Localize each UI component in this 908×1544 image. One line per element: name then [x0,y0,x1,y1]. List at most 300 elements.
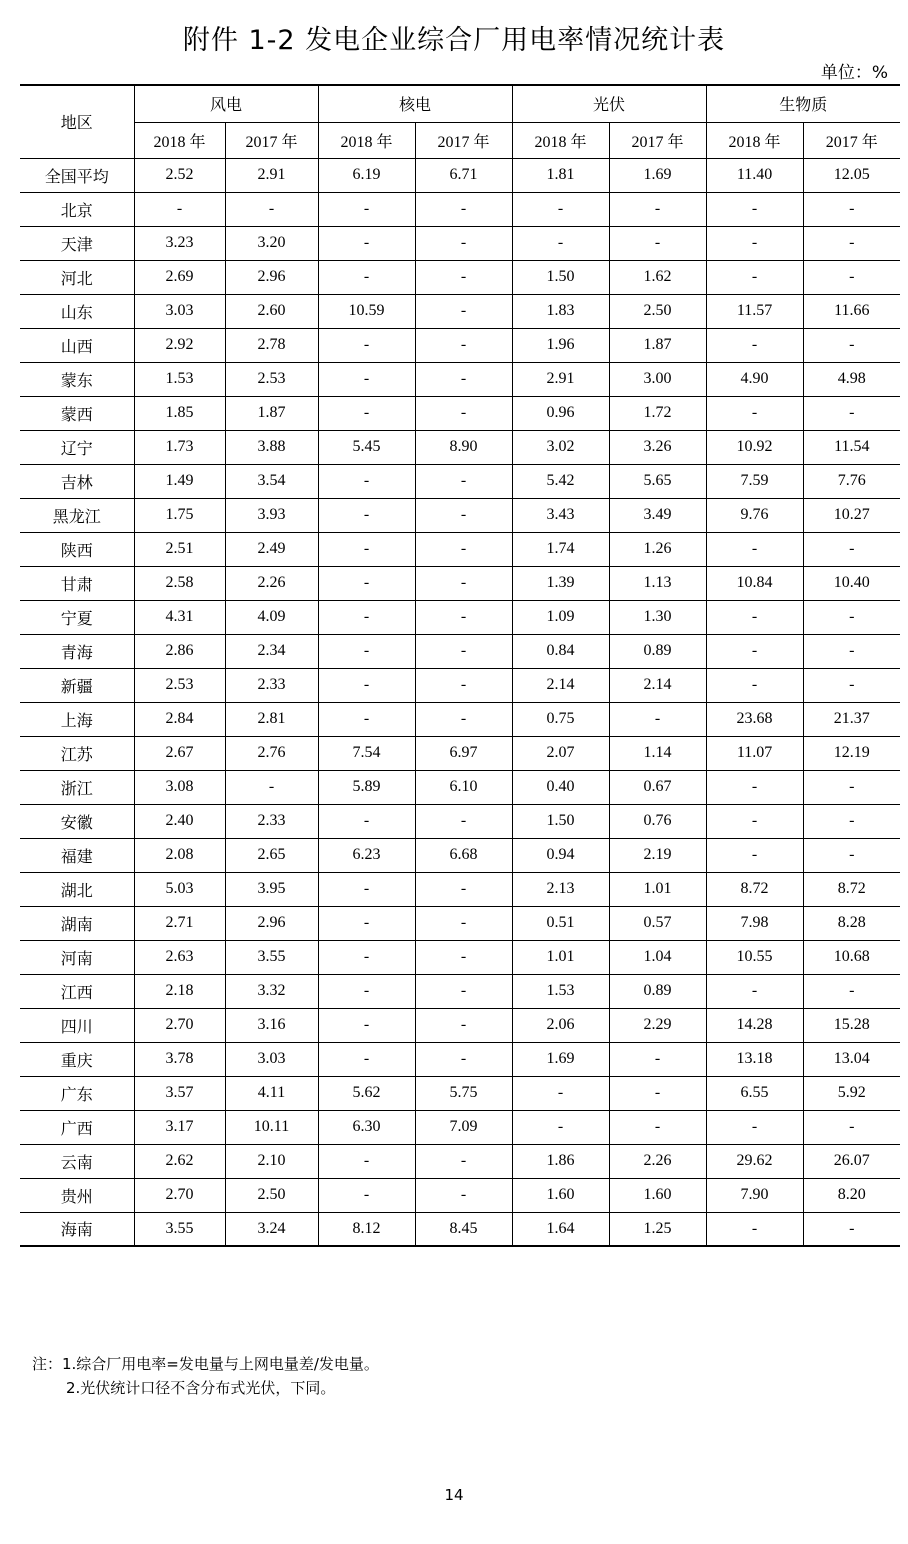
region-cell: 上海 [20,702,134,736]
table-row [20,566,900,600]
value-cell: 9.76 [706,498,803,532]
table-row [20,804,900,838]
value-cell: 2.81 [225,702,318,736]
value-cell: 0.57 [609,906,706,940]
header-year: 2017 年 [609,122,706,158]
region-cell: 陕西 [20,532,134,566]
table-row [20,1212,900,1246]
table-row [20,1178,900,1212]
value-cell: - [318,634,415,668]
value-cell: - [415,396,512,430]
value-cell: - [318,804,415,838]
value-cell: - [803,396,900,430]
value-cell: 3.00 [609,362,706,396]
value-cell: 4.09 [225,600,318,634]
value-cell: 2.96 [225,906,318,940]
table-row [20,158,900,192]
value-cell: 10.68 [803,940,900,974]
value-cell: 2.40 [134,804,225,838]
value-cell: 3.93 [225,498,318,532]
value-cell: - [318,498,415,532]
region-cell: 宁夏 [20,600,134,634]
value-cell: 4.11 [225,1076,318,1110]
header-year: 2018 年 [512,122,609,158]
value-cell: 3.02 [512,430,609,464]
value-cell: - [803,260,900,294]
value-cell: 1.64 [512,1212,609,1246]
table-row [20,634,900,668]
region-cell: 青海 [20,634,134,668]
value-cell: 3.95 [225,872,318,906]
region-cell: 广西 [20,1110,134,1144]
value-cell: - [415,260,512,294]
value-cell: 0.51 [512,906,609,940]
value-cell: - [512,226,609,260]
value-cell: 3.55 [225,940,318,974]
value-cell: - [318,1008,415,1042]
value-cell: 2.13 [512,872,609,906]
value-cell: 2.06 [512,1008,609,1042]
value-cell: - [803,1212,900,1246]
value-cell: - [512,1110,609,1144]
header-group-wind: 风电 [134,85,318,122]
value-cell: - [706,396,803,430]
value-cell: 11.57 [706,294,803,328]
value-cell: 3.32 [225,974,318,1008]
value-cell: - [415,464,512,498]
value-cell: 13.04 [803,1042,900,1076]
region-cell: 河北 [20,260,134,294]
value-cell: 7.90 [706,1178,803,1212]
value-cell: 29.62 [706,1144,803,1178]
value-cell: - [415,192,512,226]
table-row [20,532,900,566]
value-cell: - [225,770,318,804]
value-cell: 10.55 [706,940,803,974]
value-cell: 3.88 [225,430,318,464]
value-cell: 1.72 [609,396,706,430]
table-row [20,498,900,532]
value-cell: 2.76 [225,736,318,770]
value-cell: - [706,634,803,668]
page-number: 14 [444,1486,464,1504]
value-cell: 2.29 [609,1008,706,1042]
value-cell: 1.26 [609,532,706,566]
value-cell: - [415,498,512,532]
value-cell: 10.84 [706,566,803,600]
table-row [20,770,900,804]
value-cell: - [415,634,512,668]
value-cell: - [706,532,803,566]
value-cell: 0.89 [609,974,706,1008]
value-cell: - [318,362,415,396]
value-cell: 2.14 [512,668,609,702]
value-cell: 2.19 [609,838,706,872]
value-cell: 0.76 [609,804,706,838]
value-cell: 3.03 [225,1042,318,1076]
value-cell: 10.92 [706,430,803,464]
value-cell: 0.84 [512,634,609,668]
value-cell: 23.68 [706,702,803,736]
value-cell: - [415,1144,512,1178]
region-cell: 浙江 [20,770,134,804]
value-cell: 8.12 [318,1212,415,1246]
table-row [20,974,900,1008]
value-cell: 6.97 [415,736,512,770]
table-row [20,872,900,906]
value-cell: 10.11 [225,1110,318,1144]
value-cell: - [415,906,512,940]
unit-label: 单位：% [820,63,888,83]
value-cell: 4.31 [134,600,225,634]
value-cell: 10.40 [803,566,900,600]
region-cell: 云南 [20,1144,134,1178]
value-cell: 1.81 [512,158,609,192]
table-row [20,430,900,464]
table-row [20,1110,900,1144]
value-cell: - [318,1144,415,1178]
value-cell: - [415,566,512,600]
value-cell: 2.70 [134,1008,225,1042]
value-cell: - [415,226,512,260]
value-cell: - [318,464,415,498]
value-cell: 2.62 [134,1144,225,1178]
value-cell: 8.72 [803,872,900,906]
region-cell: 湖北 [20,872,134,906]
value-cell: 2.91 [512,362,609,396]
region-cell: 贵州 [20,1178,134,1212]
region-cell: 蒙西 [20,396,134,430]
value-cell: 0.96 [512,396,609,430]
value-cell: 2.49 [225,532,318,566]
table-row [20,396,900,430]
value-cell: 5.92 [803,1076,900,1110]
value-cell: - [318,906,415,940]
value-cell: - [318,872,415,906]
value-cell: 3.17 [134,1110,225,1144]
value-cell: - [609,702,706,736]
value-cell: 2.71 [134,906,225,940]
footnote-2: 2.光伏统计口径不含分布式光伏，下同。 [66,1379,336,1397]
value-cell: - [225,192,318,226]
header-year: 2018 年 [318,122,415,158]
header-year: 2017 年 [225,122,318,158]
table-row [20,294,900,328]
value-cell: 21.37 [803,702,900,736]
value-cell: 1.69 [512,1042,609,1076]
table-row [20,226,900,260]
value-cell: - [706,838,803,872]
value-cell: 2.08 [134,838,225,872]
table-row [20,1008,900,1042]
region-cell: 河南 [20,940,134,974]
region-cell: 黑龙江 [20,498,134,532]
value-cell: 1.83 [512,294,609,328]
value-cell: 2.18 [134,974,225,1008]
value-cell: 1.73 [134,430,225,464]
value-cell: 2.58 [134,566,225,600]
value-cell: 1.74 [512,532,609,566]
value-cell: - [318,396,415,430]
statistics-table [20,84,900,1247]
table-row [20,1076,900,1110]
value-cell: - [803,838,900,872]
table-row [20,362,900,396]
value-cell: 5.89 [318,770,415,804]
value-cell: 1.96 [512,328,609,362]
value-cell: - [415,974,512,1008]
value-cell: 1.50 [512,804,609,838]
region-cell: 辽宁 [20,430,134,464]
value-cell: 3.55 [134,1212,225,1246]
value-cell: 3.26 [609,430,706,464]
table-row [20,260,900,294]
region-cell: 新疆 [20,668,134,702]
value-cell: 2.33 [225,668,318,702]
value-cell: 1.75 [134,498,225,532]
value-cell: - [803,804,900,838]
value-cell: 8.90 [415,430,512,464]
value-cell: - [706,974,803,1008]
value-cell: - [415,1178,512,1212]
value-cell: 6.10 [415,770,512,804]
value-cell: - [318,260,415,294]
value-cell: 2.10 [225,1144,318,1178]
value-cell: - [512,1076,609,1110]
value-cell: 11.54 [803,430,900,464]
value-cell: 10.27 [803,498,900,532]
header-group-nuclear: 核电 [318,85,512,122]
value-cell: - [706,668,803,702]
region-cell: 重庆 [20,1042,134,1076]
header-year: 2017 年 [415,122,512,158]
value-cell: 1.04 [609,940,706,974]
value-cell: 2.50 [609,294,706,328]
value-cell: 1.39 [512,566,609,600]
value-cell: - [706,192,803,226]
region-cell: 全国平均 [20,158,134,192]
value-cell: 4.98 [803,362,900,396]
value-cell: - [803,600,900,634]
footnote-1: 注：1.综合厂用电率=发电量与上网电量差/发电量。 [32,1355,379,1373]
value-cell: 2.50 [225,1178,318,1212]
value-cell: 26.07 [803,1144,900,1178]
table-row [20,600,900,634]
value-cell: 0.67 [609,770,706,804]
table-row [20,192,900,226]
header-group-solar: 光伏 [512,85,706,122]
region-cell: 蒙东 [20,362,134,396]
header-year: 2018 年 [706,122,803,158]
value-cell: - [318,702,415,736]
value-cell: 2.96 [225,260,318,294]
value-cell: 5.62 [318,1076,415,1110]
value-cell: 2.51 [134,532,225,566]
page-title: 附件 1-2 发电企业综合厂用电率情况统计表 [182,25,726,56]
table-row [20,328,900,362]
region-cell: 安徽 [20,804,134,838]
value-cell: 3.78 [134,1042,225,1076]
table-row [20,838,900,872]
value-cell: 11.66 [803,294,900,328]
value-cell: 2.07 [512,736,609,770]
value-cell: - [415,294,512,328]
value-cell: 1.86 [512,1144,609,1178]
value-cell: 1.49 [134,464,225,498]
table-row [20,736,900,770]
value-cell: 3.23 [134,226,225,260]
value-cell: 6.55 [706,1076,803,1110]
value-cell: 1.25 [609,1212,706,1246]
value-cell: - [415,668,512,702]
value-cell: 1.87 [225,396,318,430]
value-cell: 2.91 [225,158,318,192]
value-cell: 5.45 [318,430,415,464]
value-cell: 2.70 [134,1178,225,1212]
value-cell: 1.09 [512,600,609,634]
region-cell: 四川 [20,1008,134,1042]
value-cell: 10.59 [318,294,415,328]
value-cell: 1.69 [609,158,706,192]
value-cell: - [318,668,415,702]
value-cell: 3.57 [134,1076,225,1110]
value-cell: 5.42 [512,464,609,498]
value-cell: 3.08 [134,770,225,804]
value-cell: - [415,328,512,362]
value-cell: - [415,600,512,634]
value-cell: 1.01 [609,872,706,906]
region-cell: 江苏 [20,736,134,770]
value-cell: - [415,702,512,736]
region-cell: 北京 [20,192,134,226]
value-cell: 2.84 [134,702,225,736]
value-cell: - [706,1110,803,1144]
value-cell: 5.03 [134,872,225,906]
value-cell: - [415,1042,512,1076]
value-cell: 15.28 [803,1008,900,1042]
value-cell: 2.33 [225,804,318,838]
value-cell: 2.63 [134,940,225,974]
value-cell: 3.16 [225,1008,318,1042]
value-cell: 8.28 [803,906,900,940]
value-cell: - [415,804,512,838]
value-cell: - [318,940,415,974]
value-cell: - [706,1212,803,1246]
value-cell: 1.60 [609,1178,706,1212]
value-cell: 7.54 [318,736,415,770]
value-cell: 1.01 [512,940,609,974]
footnotes [32,1352,379,1400]
value-cell: - [706,328,803,362]
value-cell: 14.28 [706,1008,803,1042]
value-cell: 3.03 [134,294,225,328]
value-cell: - [415,1008,512,1042]
value-cell: - [318,226,415,260]
value-cell: - [803,532,900,566]
header-year: 2018 年 [134,122,225,158]
value-cell: 1.53 [512,974,609,1008]
value-cell: 8.20 [803,1178,900,1212]
region-cell: 山东 [20,294,134,328]
value-cell: - [512,192,609,226]
value-cell: - [415,362,512,396]
value-cell: 1.14 [609,736,706,770]
value-cell: - [803,1110,900,1144]
value-cell: - [415,532,512,566]
value-cell: - [609,226,706,260]
value-cell: - [318,600,415,634]
value-cell: 13.18 [706,1042,803,1076]
region-cell: 山西 [20,328,134,362]
value-cell: 11.40 [706,158,803,192]
value-cell: - [706,804,803,838]
value-cell: - [415,872,512,906]
value-cell: - [803,226,900,260]
value-cell: - [706,226,803,260]
value-cell: - [318,328,415,362]
value-cell: 1.85 [134,396,225,430]
value-cell: - [803,770,900,804]
value-cell: - [318,1178,415,1212]
value-cell: 6.23 [318,838,415,872]
header-row-groups [20,85,900,122]
value-cell: 1.87 [609,328,706,362]
value-cell: 5.75 [415,1076,512,1110]
value-cell: 3.54 [225,464,318,498]
value-cell: - [706,600,803,634]
value-cell: 2.34 [225,634,318,668]
table-row [20,940,900,974]
value-cell: 1.53 [134,362,225,396]
region-cell: 海南 [20,1212,134,1246]
header-row-years [20,122,900,158]
value-cell: 7.59 [706,464,803,498]
value-cell: 1.13 [609,566,706,600]
value-cell: - [134,192,225,226]
table-row [20,1144,900,1178]
value-cell: 8.45 [415,1212,512,1246]
header-year: 2017 年 [803,122,900,158]
value-cell: 0.40 [512,770,609,804]
region-cell: 甘肃 [20,566,134,600]
header-region: 地区 [20,85,134,158]
value-cell: - [318,566,415,600]
region-cell: 吉林 [20,464,134,498]
value-cell: - [609,1076,706,1110]
value-cell: - [803,974,900,1008]
value-cell: - [706,770,803,804]
value-cell: - [318,532,415,566]
value-cell: 0.75 [512,702,609,736]
value-cell: 1.62 [609,260,706,294]
region-cell: 湖南 [20,906,134,940]
table-row [20,702,900,736]
value-cell: 7.76 [803,464,900,498]
value-cell: 5.65 [609,464,706,498]
table-row [20,668,900,702]
value-cell: 0.94 [512,838,609,872]
value-cell: 6.71 [415,158,512,192]
value-cell: - [318,1042,415,1076]
value-cell: - [706,260,803,294]
value-cell: 2.53 [134,668,225,702]
value-cell: 4.90 [706,362,803,396]
value-cell: 12.19 [803,736,900,770]
value-cell: - [609,1042,706,1076]
value-cell: 2.26 [609,1144,706,1178]
value-cell: 2.69 [134,260,225,294]
value-cell: 7.09 [415,1110,512,1144]
